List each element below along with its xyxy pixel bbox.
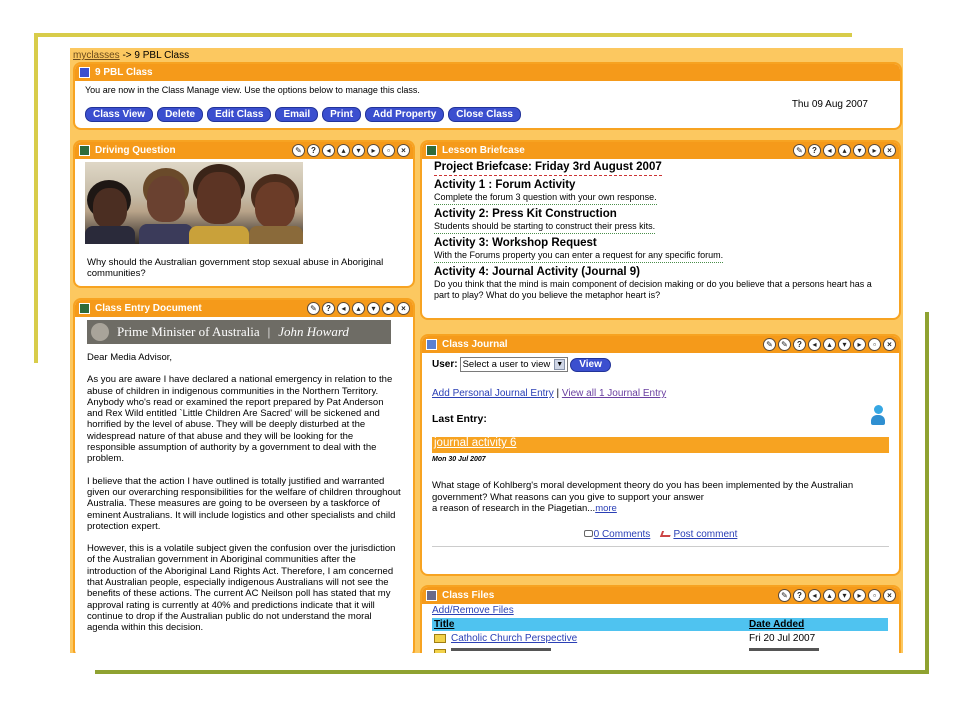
arrow-down-icon[interactable]: ▾ [838, 589, 851, 602]
edit-class-button[interactable]: Edit Class [207, 107, 271, 122]
arrow-up-icon[interactable]: ▴ [823, 589, 836, 602]
view-all-entries-link[interactable]: View all 1 Journal Entry [561, 388, 667, 399]
class-entry-document-header [75, 300, 413, 317]
activity-item [434, 237, 887, 263]
photo-figure [139, 224, 193, 244]
comments-link[interactable]: 0 Comments [593, 528, 651, 540]
driving-question-text: Why should the Australian government stop sexual abuse in Aboriginal communities? [87, 257, 384, 279]
file-title-cell [432, 646, 747, 653]
panel-controls [793, 144, 896, 157]
arrow-up-icon[interactable]: ▴ [838, 144, 851, 157]
class-files-header [422, 587, 899, 604]
link-separator: | [553, 388, 562, 399]
letter-salutation: Dear Media Advisor, [87, 352, 173, 363]
close-icon[interactable]: × [397, 302, 410, 315]
briefcase-icon [426, 145, 437, 156]
arrow-right-icon[interactable]: ▸ [853, 589, 866, 602]
add-remove-files-link[interactable]: Add/Remove Files [432, 605, 514, 616]
manage-description: You are now in the Class Manage view. Use the options below to manage this class. [85, 85, 420, 95]
close-icon[interactable]: × [397, 144, 410, 157]
activity-description: Complete the forum 3 question with your own response. [434, 192, 657, 205]
activity-description: With the Forums property you can enter a request for any specific forum. [434, 250, 723, 263]
photo-figure [85, 226, 135, 244]
letterhead-separator: | [267, 324, 271, 339]
table-row [432, 646, 888, 653]
activity-title: Activity 1 : Forum Activity [434, 179, 576, 191]
add-property-button[interactable]: Add Property [365, 107, 444, 122]
activity-item [434, 208, 887, 234]
photo-icon [79, 145, 90, 156]
driving-question-title: Driving Question [95, 145, 176, 156]
entry-text-line: a reason of research in the Piagetian... [432, 503, 596, 514]
panel-controls [778, 589, 896, 602]
user-select-value: Select a user to view [462, 359, 551, 370]
arrow-right-icon[interactable]: ▸ [868, 144, 881, 157]
edit-icon[interactable]: ✎ [778, 589, 791, 602]
user-label: User: [432, 359, 458, 370]
class-journal-header [422, 336, 899, 353]
help-icon[interactable]: ? [793, 589, 806, 602]
edit-icon[interactable]: ✎ [793, 144, 806, 157]
add-journal-entry-link[interactable]: Add Personal Journal Entry [432, 388, 554, 399]
entry-date: Mon 30 Jul 2007 [432, 456, 486, 463]
table-row [432, 631, 888, 646]
arrow-left-icon[interactable]: ◂ [823, 144, 836, 157]
arrow-right-icon[interactable]: ▸ [382, 302, 395, 315]
letter-paragraph: As you are aware I have declared a national emergency in relation to the abuse of children in indigenous communities in the Northern Territory. Anybody who's read or examined the report prepared by Pat Anderson and Rex Wild entitled `Little Children Are Sacred' will be sickened and horrified by the level of abuse. They will be deeply disturbed at the widespread nature of that abuse and they will be looking for the responsible assumption of authority by a government to deal with the problem. [87, 374, 393, 465]
journal-icon [426, 339, 437, 350]
letterhead-office: Prime Minister of Australia [117, 324, 260, 339]
driving-question-panel [73, 140, 415, 288]
arrow-left-icon[interactable]: ◂ [337, 302, 350, 315]
breadcrumb [73, 50, 189, 61]
panel-controls [763, 338, 896, 351]
current-date: Thu 09 Aug 2007 [791, 99, 868, 110]
help-icon[interactable]: ? [808, 144, 821, 157]
arrow-down-icon[interactable]: ▾ [853, 144, 866, 157]
minimize-icon[interactable]: ▫ [868, 589, 881, 602]
post-icon [660, 531, 672, 537]
arrow-down-icon[interactable]: ▾ [838, 338, 851, 351]
close-icon[interactable]: × [883, 338, 896, 351]
class-files-panel [420, 585, 901, 653]
close-icon[interactable]: × [883, 144, 896, 157]
files-table [432, 618, 888, 653]
print-button[interactable]: Print [322, 107, 361, 122]
breadcrumb-link-myclasses[interactable]: myclasses [73, 50, 120, 61]
activity-item [434, 179, 887, 205]
arrow-left-icon[interactable]: ◂ [322, 144, 335, 157]
slide-line-bottom [95, 670, 929, 674]
entry-text [432, 480, 889, 515]
class-journal-title: Class Journal [442, 339, 508, 350]
help-icon[interactable]: ? [322, 302, 335, 315]
class-files-body [422, 604, 899, 653]
activity-description: Students should be starting to construct their press kits. [434, 221, 655, 234]
edit-icon[interactable]: ✎ [292, 144, 305, 157]
comment-icon [584, 530, 593, 537]
class-manage-body [75, 81, 900, 126]
class-manage-screen [70, 48, 903, 653]
arrow-down-icon[interactable]: ▾ [367, 302, 380, 315]
manage-button-row [85, 107, 890, 122]
arrow-left-icon[interactable]: ◂ [808, 589, 821, 602]
title-column-header[interactable]: Title [432, 618, 747, 631]
photo-figure [93, 188, 127, 228]
date-column-header[interactable]: Date Added [747, 618, 888, 631]
class-title: 9 PBL Class [95, 67, 153, 78]
class-files-title: Class Files [442, 590, 495, 601]
class-icon [79, 67, 90, 78]
post-comment-link[interactable]: Post comment [673, 528, 738, 540]
class-entry-document-title: Class Entry Document [95, 303, 202, 314]
activity-description: Do you think that the mind is main component of decision making or do you believe that a persons heart has a part to play? What do you believe the metaphor heart is? [434, 279, 872, 300]
activity-title: Activity 2: Press Kit Construction [434, 208, 617, 220]
letter-paragraph: However, this is a volatile subject given the confusion over the jurisdiction of the Australian government in Aboriginal communities after the introduction of the Aboriginal Land Rights Act. Therefore, I am concerned that Australian people, especially indigenous Australians will not see the benefits of these actions. The current AC Neilson poll has stated that my approval rating is currently at 40% and predictions indicate that it will continue to drop if the Australian public do not understand the moral agenda within this decision. [87, 543, 396, 634]
activity-title: Activity 4: Journal Activity (Journal 9) [434, 266, 640, 278]
view-button[interactable]: View [570, 358, 611, 372]
user-select[interactable] [460, 357, 569, 372]
lesson-briefcase-panel [420, 140, 901, 320]
class-entry-document-panel [73, 298, 415, 653]
letterhead-name: John Howard [278, 324, 349, 339]
chevron-down-icon[interactable]: ▼ [554, 359, 565, 370]
coat-of-arms-icon [91, 323, 109, 341]
journal-links [432, 388, 889, 399]
minimize-icon[interactable]: ▫ [868, 338, 881, 351]
slide-line-left [34, 33, 38, 363]
file-link[interactable]: Catholic Church Perspective [451, 633, 578, 644]
slide-line-top [34, 33, 852, 37]
class-manage-header [75, 64, 900, 81]
more-link[interactable]: more [595, 503, 617, 514]
arrow-down-icon[interactable]: ▾ [352, 144, 365, 157]
cropped-text [749, 648, 819, 651]
panel-controls [292, 144, 410, 157]
entry-title-link[interactable]: journal activity 6 [434, 437, 517, 449]
user-select-row [432, 357, 889, 372]
lesson-briefcase-title: Lesson Briefcase [442, 145, 525, 156]
minimize-icon[interactable]: ▫ [382, 144, 395, 157]
arrow-up-icon[interactable]: ▴ [823, 338, 836, 351]
entry-text-line: What stage of Kohlberg's moral development theory do you has been implemented by the Australian government? What reasons can you give to support your answer [432, 480, 854, 503]
last-entry-label: Last Entry: [432, 413, 487, 425]
files-icon [426, 590, 437, 601]
activity-title: Activity 3: Workshop Request [434, 237, 597, 249]
class-manage-panel [73, 62, 902, 130]
arrow-left-icon[interactable]: ◂ [808, 338, 821, 351]
help-icon[interactable]: ? [793, 338, 806, 351]
folder-icon [434, 634, 446, 643]
folder-icon [434, 649, 446, 653]
user-icon[interactable] [871, 405, 885, 425]
class-journal-body [422, 353, 899, 551]
entry-title-bar [432, 437, 889, 453]
document-icon [79, 303, 90, 314]
help-icon[interactable]: ? [307, 144, 320, 157]
file-title-cell [432, 631, 747, 646]
edit-icon[interactable]: ✎ [778, 338, 791, 351]
cropped-text [451, 648, 551, 651]
driving-question-header [75, 142, 413, 159]
edit-icon[interactable]: ✎ [307, 302, 320, 315]
activity-item [434, 266, 887, 303]
lesson-briefcase-body [422, 159, 899, 305]
photo-figure [197, 172, 241, 224]
class-journal-panel [420, 334, 901, 576]
photo-figure [189, 226, 249, 244]
entry-letter [75, 344, 413, 653]
arrow-up-icon[interactable]: ▴ [337, 144, 350, 157]
table-header-row [432, 618, 888, 631]
comment-links [432, 529, 889, 540]
file-date-cell: Fri 20 Jul 2007 [749, 633, 816, 644]
breadcrumb-separator: -> [119, 50, 135, 61]
children-photo [85, 162, 303, 244]
photo-figure [255, 182, 295, 228]
class-view-button[interactable]: Class View [85, 107, 153, 122]
edit-icon[interactable]: ✎ [763, 338, 776, 351]
delete-button[interactable]: Delete [157, 107, 203, 122]
arrow-right-icon[interactable]: ▸ [367, 144, 380, 157]
photo-figure [147, 176, 185, 222]
letter-paragraph: I believe that the action I have outlined is totally justified and warranted given our overarching responsibilities for the welfare of children throughout Australia. These measures are going to be overseen by a taskforce of eminent Australians. It will include logistics and other specialists and child protection expert. [87, 475, 401, 532]
slide-line-right [925, 312, 929, 674]
close-icon[interactable]: × [883, 589, 896, 602]
photo-figure [249, 226, 303, 244]
panel-controls [307, 302, 410, 315]
pm-letterhead [87, 320, 391, 344]
file-date-cell [747, 646, 888, 653]
close-class-button[interactable]: Close Class [448, 107, 521, 122]
lesson-briefcase-header [422, 142, 899, 159]
briefcase-heading: Project Briefcase: Friday 3rd August 2007 [434, 161, 662, 176]
arrow-up-icon[interactable]: ▴ [352, 302, 365, 315]
breadcrumb-current: 9 PBL Class [134, 50, 190, 61]
email-button[interactable]: Email [275, 107, 318, 122]
divider [432, 546, 889, 547]
arrow-right-icon[interactable]: ▸ [853, 338, 866, 351]
